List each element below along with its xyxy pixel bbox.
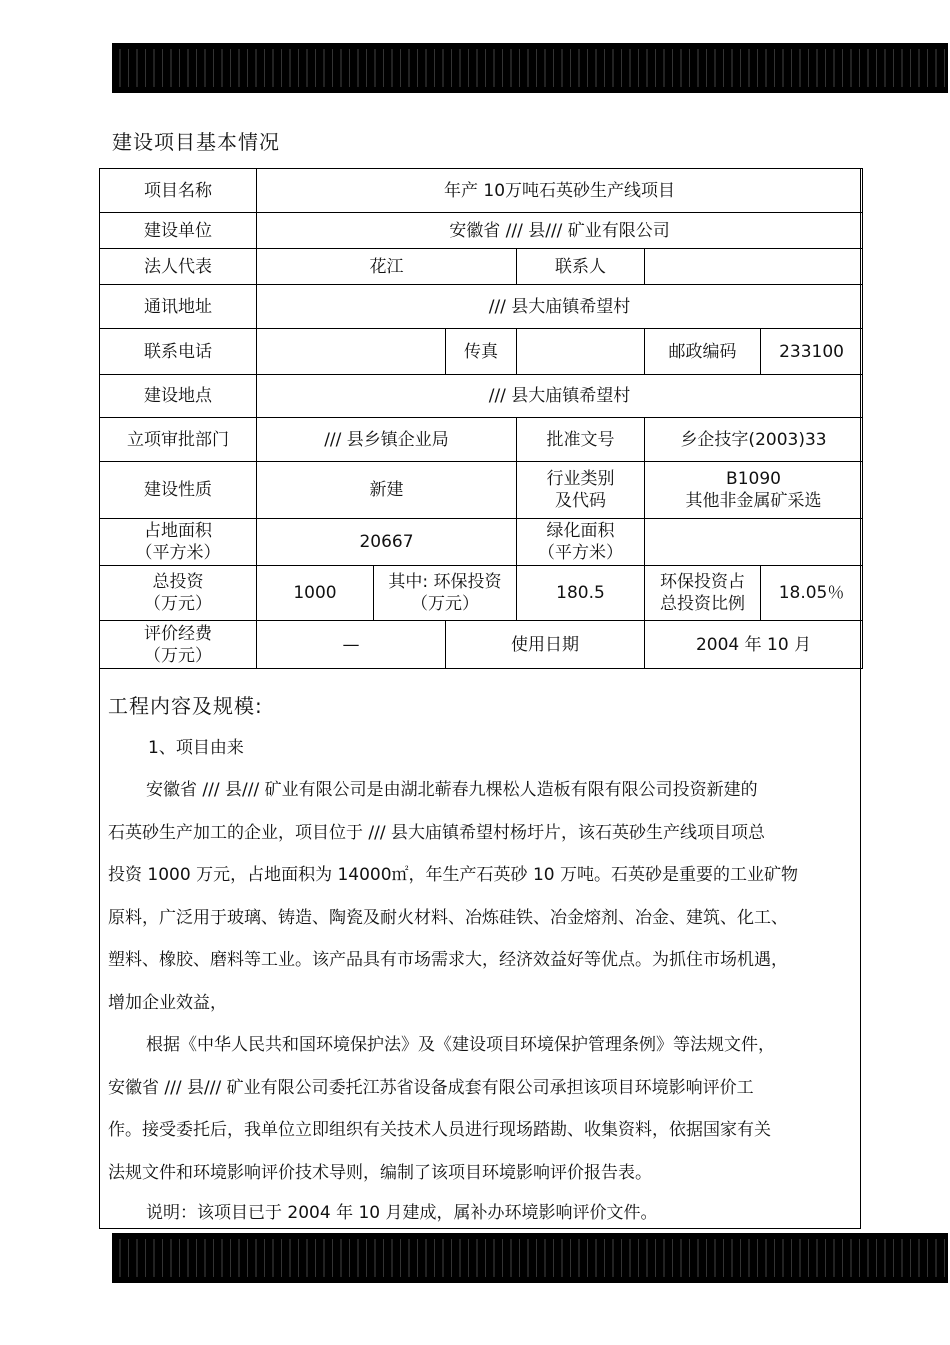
postcode-label: 邮政编码 [645,329,761,375]
contact-label: 联系人 [517,249,645,285]
legal-rep-label: 法人代表 [100,249,257,285]
table-row [100,375,863,418]
para1-line: 安徽省 /// 县/// 矿业有限公司是由湖北蕲春九棵松人造板有限有限公司投资新建的 [146,780,758,800]
date-value: 2004 年 10 月 [645,621,863,669]
builder-value: 安徽省 /// 县/// 矿业有限公司 [257,213,863,249]
table-row [100,329,863,375]
table-row [100,621,863,669]
project-description [108,690,853,1226]
ratio-label-line2: 总投资比例 [660,594,745,614]
ratio-label-line1: 环保投资占 [660,572,745,592]
table-row [100,519,863,566]
area-label-line1: 占地面积 [144,521,212,541]
phone-label: 联系电话 [100,329,257,375]
para2-line: 作。接受委托后，我单位立即组织有关技术人员进行现场踏勘、收集资料，依据国家有关 [108,1120,771,1140]
industry-code: B1090 [726,469,781,489]
para1-line: 投资 1000 万元，占地面积为 14000㎡，年生产石英砂 10 万吨。石英砂是重要的工业矿物 [108,865,798,885]
origin-subheading: 1、项目由来 [148,738,244,758]
para1-line: 塑料、橡胶、磨料等工业。该产品具有市场需求大，经济效益好等优点。为抓住市场机遇， [108,950,788,970]
section-title: 建设项目基本情况 [112,130,280,154]
fee-label [100,621,257,669]
approval-no-value: 乡企技字(2003)33 [645,418,863,462]
fax-value [517,329,645,375]
table-row [100,169,863,213]
area-label [100,519,257,566]
project-info-table [99,168,863,669]
legal-rep-value: 花江 [257,249,517,285]
table-row [100,213,863,249]
approval-no-label: 批准文号 [517,418,645,462]
scope-heading: 工程内容及规模: [108,694,263,718]
fee-label-line1: 评价经费 [144,623,212,644]
project-name-label: 项目名称 [100,169,257,213]
env-invest-label-line1: 其中: 环保投资 [388,572,502,592]
invest-label-line1: 总投资 [152,572,204,592]
fee-label-line2: （万元） [144,645,212,666]
note-line: 说明：该项目已于 2004 年 10 月建成，属补办环境影响评价文件。 [146,1203,658,1223]
approval-dept-label: 立项审批部门 [100,418,257,462]
env-invest-value: 180.5 [517,566,645,621]
area-value: 20667 [257,519,517,566]
builder-label: 建设单位 [100,213,257,249]
para1-line: 原料，广泛用于玻璃、铸造、陶瓷及耐火材料、冶炼硅铁、冶金熔剂、冶金、建筑、化工、 [108,907,788,928]
nature-label: 建设性质 [100,462,257,519]
para2-line: 根据《中华人民共和国环境保护法》及《建设项目环境保护管理条例》等法规文件， [146,1035,775,1055]
ratio-value: 18.05％ [761,566,863,621]
redacted-header-band [112,46,948,90]
industry-name: 其他非金属矿采选 [685,491,822,511]
green-label-line1: 绿化面积 [546,521,615,541]
green-label-line2: （平方米） [538,543,623,563]
date-label: 使用日期 [446,621,645,669]
phone-value [257,329,446,375]
table-row [100,285,863,329]
industry-value [645,462,863,519]
redacted-footer-band [112,1236,948,1280]
table-row [100,566,863,621]
approval-dept-value: /// 县乡镇企业局 [257,418,517,462]
para1-line: 增加企业效益， [108,992,227,1013]
address-label: 通讯地址 [100,285,257,329]
para2-line: 法规文件和环境影响评价技术导则，编制了该项目环境影响评价报告表。 [108,1162,652,1183]
fax-label: 传真 [446,329,517,375]
site-value: /// 县大庙镇希望村 [257,375,863,418]
industry-label [517,462,645,519]
table-row [100,249,863,285]
project-name-value: 年产 10万吨石英砂生产线项目 [257,169,863,213]
table-row [100,462,863,519]
invest-value: 1000 [257,566,374,621]
para2-line: 安徽省 /// 县/// 矿业有限公司委托江苏省设备成套有限公司承担该项目环境影响评价工 [108,1077,754,1098]
postcode-value: 233100 [761,329,863,375]
nature-value: 新建 [257,462,517,519]
green-value [645,519,863,566]
invest-label [100,566,257,621]
env-invest-label [374,566,517,621]
address-value: /// 县大庙镇希望村 [257,285,863,329]
contact-value [645,249,863,285]
ratio-label [645,566,761,621]
env-invest-label-line2: （万元） [411,594,479,614]
fee-value: — [257,621,446,669]
industry-label-line1: 行业类别 [546,469,615,489]
para1-line: 石英砂生产加工的企业，项目位于 /// 县大庙镇希望村杨圩片，该石英砂生产线项目项总 [108,822,765,843]
table-row [100,418,863,462]
area-label-line2: （平方米） [135,543,221,563]
site-label: 建设地点 [100,375,257,418]
invest-label-line2: （万元） [144,594,212,614]
green-label [517,519,645,566]
industry-label-line2: 及代码 [555,491,606,511]
